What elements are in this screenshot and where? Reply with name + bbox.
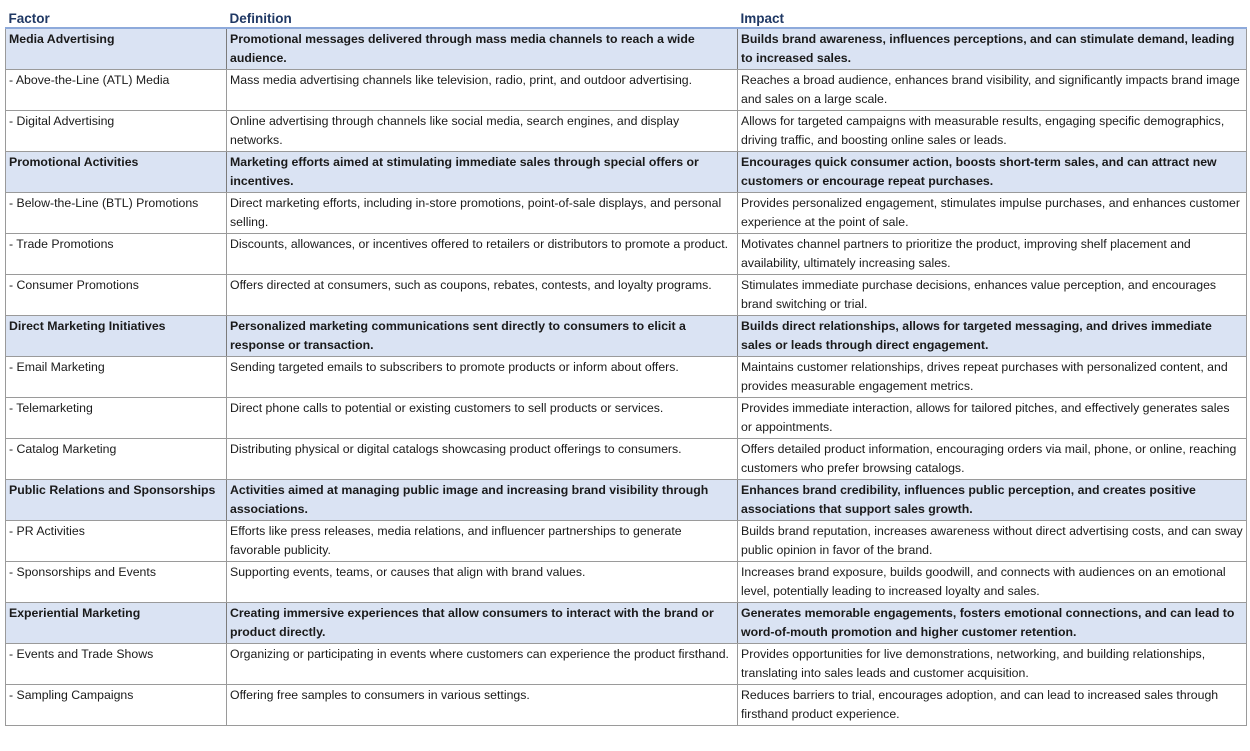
impact-cell: Builds brand awareness, influences perceptions, and can stimulate demand, leading to increased sales. (738, 28, 1247, 70)
factor-cell: - Below-the-Line (BTL) Promotions (6, 193, 227, 234)
definition-cell: Direct marketing efforts, including in-store promotions, point-of-sale displays, and personal selling. (227, 193, 738, 234)
category-row (6, 28, 1247, 70)
category-row (6, 480, 1247, 521)
definition-cell: Creating immersive experiences that allow consumers to interact with the brand or product directly. (227, 603, 738, 644)
definition-cell: Personalized marketing communications sent directly to consumers to elicit a response or transaction. (227, 316, 738, 357)
impact-cell: Reaches a broad audience, enhances brand visibility, and significantly impacts brand image and sales on a large scale. (738, 70, 1247, 111)
definition-cell: Offering free samples to consumers in various settings. (227, 685, 738, 726)
category-row (6, 316, 1247, 357)
impact-cell: Builds brand reputation, increases awareness without direct advertising costs, and can sway public opinion in favor of the brand. (738, 521, 1247, 562)
table-row (6, 70, 1247, 111)
table-row (6, 562, 1247, 603)
table-row (6, 685, 1247, 726)
factor-cell: Promotional Activities (6, 152, 227, 193)
definition-cell: Marketing efforts aimed at stimulating immediate sales through special offers or incentives. (227, 152, 738, 193)
factor-cell: Public Relations and Sponsorships (6, 480, 227, 521)
table-row (6, 234, 1247, 275)
table-row (6, 521, 1247, 562)
table-row (6, 193, 1247, 234)
factor-cell: - Telemarketing (6, 398, 227, 439)
impact-cell: Provides personalized engagement, stimulates impulse purchases, and enhances customer experience at the point of sale. (738, 193, 1247, 234)
table-row (6, 644, 1247, 685)
impact-cell: Maintains customer relationships, drives repeat purchases with personalized content, and provides measurable engagement metrics. (738, 357, 1247, 398)
definition-cell: Sending targeted emails to subscribers to promote products or inform about offers. (227, 357, 738, 398)
header-factor: Factor (6, 6, 227, 28)
impact-cell: Allows for targeted campaigns with measurable results, engaging specific demographics, driving traffic, and boosting online sales or leads. (738, 111, 1247, 152)
table-row (6, 111, 1247, 152)
factor-cell: - Consumer Promotions (6, 275, 227, 316)
definition-cell: Offers directed at consumers, such as coupons, rebates, contests, and loyalty programs. (227, 275, 738, 316)
impact-cell: Increases brand exposure, builds goodwill, and connects with audiences on an emotional level, potentially leading to increased loyalty and sales. (738, 562, 1247, 603)
definition-cell: Mass media advertising channels like television, radio, print, and outdoor advertising. (227, 70, 738, 111)
impact-cell: Provides immediate interaction, allows for tailored pitches, and effectively generates sales or appointments. (738, 398, 1247, 439)
factor-cell: - Events and Trade Shows (6, 644, 227, 685)
factor-cell: Direct Marketing Initiatives (6, 316, 227, 357)
impact-cell: Reduces barriers to trial, encourages adoption, and can lead to increased sales through firsthand product experience. (738, 685, 1247, 726)
category-row (6, 152, 1247, 193)
factor-cell: - PR Activities (6, 521, 227, 562)
impact-cell: Encourages quick consumer action, boosts short-term sales, and can attract new customers or encourage repeat purchases. (738, 152, 1247, 193)
definition-cell: Organizing or participating in events where customers can experience the product firsthand. (227, 644, 738, 685)
factor-cell: Media Advertising (6, 28, 227, 70)
header-definition: Definition (227, 6, 738, 28)
impact-cell: Generates memorable engagements, fosters emotional connections, and can lead to word-of-mouth promotion and higher customer retention. (738, 603, 1247, 644)
table-row (6, 398, 1247, 439)
definition-cell: Promotional messages delivered through mass media channels to reach a wide audience. (227, 28, 738, 70)
table-row (6, 357, 1247, 398)
table-header (6, 6, 1247, 28)
header-row (6, 6, 1247, 28)
table-row (6, 275, 1247, 316)
definition-cell: Online advertising through channels like social media, search engines, and display networks. (227, 111, 738, 152)
definition-cell: Direct phone calls to potential or existing customers to sell products or services. (227, 398, 738, 439)
definition-cell: Efforts like press releases, media relations, and influencer partnerships to generate favorable publicity. (227, 521, 738, 562)
impact-cell: Builds direct relationships, allows for targeted messaging, and drives immediate sales or leads through direct engagement. (738, 316, 1247, 357)
factor-cell: Experiential Marketing (6, 603, 227, 644)
factor-cell: - Sponsorships and Events (6, 562, 227, 603)
factor-cell: - Digital Advertising (6, 111, 227, 152)
factor-cell: - Email Marketing (6, 357, 227, 398)
impact-cell: Offers detailed product information, encouraging orders via mail, phone, or online, reaching customers who prefer browsing catalogs. (738, 439, 1247, 480)
definition-cell: Supporting events, teams, or causes that align with brand values. (227, 562, 738, 603)
definition-cell: Activities aimed at managing public image and increasing brand visibility through associations. (227, 480, 738, 521)
factor-cell: - Above-the-Line (ATL) Media (6, 70, 227, 111)
table-body (6, 28, 1247, 726)
impact-cell: Provides opportunities for live demonstrations, networking, and building relationships, translating into sales leads and customer acquisition. (738, 644, 1247, 685)
impact-cell: Stimulates immediate purchase decisions, enhances value perception, and encourages brand switching or trial. (738, 275, 1247, 316)
table-row (6, 439, 1247, 480)
factors-table (5, 6, 1247, 726)
factor-cell: - Trade Promotions (6, 234, 227, 275)
definition-cell: Discounts, allowances, or incentives offered to retailers or distributors to promote a product. (227, 234, 738, 275)
category-row (6, 603, 1247, 644)
impact-cell: Motivates channel partners to prioritize the product, improving shelf placement and availability, ultimately increasing sales. (738, 234, 1247, 275)
factor-cell: - Catalog Marketing (6, 439, 227, 480)
impact-cell: Enhances brand credibility, influences public perception, and creates positive associations that support sales growth. (738, 480, 1247, 521)
factor-cell: - Sampling Campaigns (6, 685, 227, 726)
header-impact: Impact (738, 6, 1247, 28)
definition-cell: Distributing physical or digital catalogs showcasing product offerings to consumers. (227, 439, 738, 480)
